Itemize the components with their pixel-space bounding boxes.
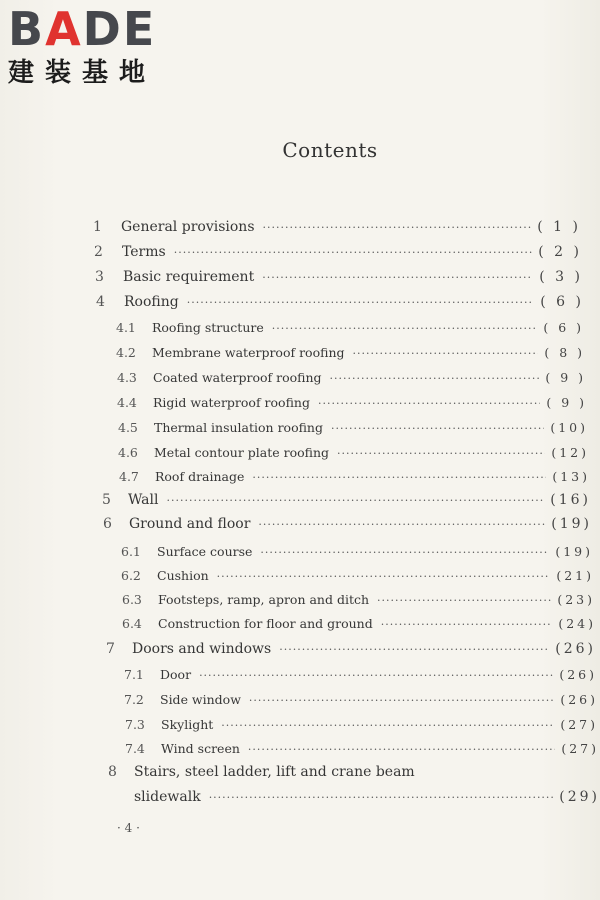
toc-entry-number: 4.1: [116, 320, 136, 335]
leader-dots: [260, 546, 549, 559]
contents-title: Contents: [282, 138, 378, 162]
toc-entry[interactable]: [106, 641, 596, 657]
toc-entry[interactable]: [95, 269, 583, 285]
toc-entry-page: ( 6 ): [543, 320, 584, 335]
toc-entry-page: ( 9 ): [546, 395, 587, 410]
toc-entry-page: (29): [559, 789, 600, 805]
toc-entry-label: Terms: [122, 244, 166, 260]
toc-entry-label: Basic requirement: [123, 269, 255, 285]
toc-entry-label: Roofing: [124, 294, 179, 310]
toc-entry-number: 6.1: [121, 544, 141, 559]
toc-entry-page: (26): [559, 667, 597, 682]
toc-entry-label: Coated waterproof roofing: [153, 370, 322, 385]
toc-entry-label: Roof drainage: [155, 469, 245, 484]
toc-entry-label: Skylight: [161, 717, 214, 732]
toc-entry-label: Thermal insulation roofing: [154, 420, 323, 435]
leader-dots: [249, 694, 554, 707]
toc-entry-label: Footsteps, ramp, apron and ditch: [158, 592, 370, 607]
toc-entry-page: (10): [550, 420, 588, 435]
toc-entry-number: 6.3: [122, 592, 142, 607]
toc-entry-label: Ground and floor: [129, 516, 251, 532]
toc-entry-number: 1: [93, 219, 102, 235]
toc-entry-number: 4.4: [117, 395, 137, 410]
toc-entry-label: Construction for floor and ground: [158, 616, 373, 631]
toc-entry-label: Stairs, steel ladder, lift and crane beam: [134, 764, 415, 780]
toc-entry-label: General provisions: [121, 219, 255, 235]
toc-entry-number: 4.7: [119, 469, 139, 484]
toc-entry-page: ( 1 ): [537, 219, 581, 235]
toc-entry-number: 7.3: [125, 717, 145, 732]
toc-entry-number: 2: [94, 244, 103, 260]
toc-entry-page: (21): [556, 568, 594, 583]
toc-entry-number: 8: [108, 764, 117, 780]
leader-dots: [209, 791, 554, 804]
toc-subentry[interactable]: [116, 320, 584, 335]
toc-entry[interactable]: [94, 244, 582, 260]
toc-subentry[interactable]: [122, 616, 596, 631]
toc-subentry[interactable]: [118, 420, 588, 435]
leader-dots: [337, 447, 545, 460]
leader-dots: [166, 494, 544, 507]
leader-dots: [377, 594, 551, 607]
toc-entry-page: ( 6 ): [540, 294, 584, 310]
leader-dots: [330, 372, 540, 385]
toc-entry-page: (26): [560, 692, 598, 707]
toc-entry-number: 6: [103, 516, 112, 532]
toc-subentry[interactable]: [117, 370, 586, 385]
leader-dots: [248, 743, 555, 756]
logo-wordmark: BADE: [8, 2, 157, 56]
toc-entry-number: 7.1: [124, 667, 144, 682]
toc-subentry[interactable]: [124, 692, 598, 707]
toc-subentry[interactable]: [125, 741, 599, 756]
leader-dots: [272, 322, 538, 335]
toc-entry-page: (23): [557, 592, 595, 607]
leader-dots: [262, 271, 533, 284]
toc-entry-page: (12): [551, 445, 589, 460]
leader-dots: [279, 643, 549, 656]
toc-entry-page: ( 9 ): [545, 370, 586, 385]
toc-entry-number: 4.5: [118, 420, 138, 435]
logo-chinese-name: 建装基地: [8, 58, 157, 88]
toc-entry-page: (16): [550, 492, 591, 508]
toc-entry-number: 7.4: [125, 741, 145, 756]
toc-entry-page: ( 8 ): [544, 345, 585, 360]
toc-entry[interactable]: [102, 492, 591, 508]
leader-dots: [217, 570, 551, 583]
toc-entry-number: 6.4: [122, 616, 142, 631]
toc-entry-label: Side window: [160, 692, 241, 707]
toc-entry-number: 5: [102, 492, 111, 508]
toc-entry-number: 4.6: [118, 445, 138, 460]
leader-dots: [199, 669, 553, 682]
toc-entry-page: (27): [560, 717, 598, 732]
toc-entry[interactable]: [96, 294, 584, 310]
toc-entry-label: Roofing structure: [152, 320, 264, 335]
leader-dots: [381, 618, 553, 631]
toc-entry-label: Metal contour plate roofing: [154, 445, 330, 460]
toc-subentry[interactable]: [121, 544, 593, 559]
toc-entry-page: (13): [552, 469, 590, 484]
toc-subentry[interactable]: [122, 592, 595, 607]
toc-entry-page: (27): [561, 741, 599, 756]
leader-dots: [263, 221, 532, 234]
toc-entry-page: ( 2 ): [538, 244, 582, 260]
leader-dots: [318, 397, 540, 410]
toc-entry-label: Rigid waterproof roofing: [153, 395, 310, 410]
toc-entry-label: slidewalk: [134, 789, 201, 805]
toc-subentry[interactable]: [121, 568, 594, 583]
toc-entry-label: Doors and windows: [132, 641, 272, 657]
leader-dots: [258, 518, 545, 531]
toc-entry-number: 6.2: [121, 568, 141, 583]
toc-entry-label: Membrane waterproof roofing: [152, 345, 345, 360]
toc-subentry[interactable]: [118, 445, 589, 460]
toc-entry[interactable]: [108, 764, 508, 780]
toc-entry-continuation[interactable]: [134, 789, 600, 805]
toc-entry-page: (19): [555, 544, 593, 559]
leader-dots: [353, 347, 539, 360]
leader-dots: [221, 719, 554, 732]
leader-dots: [174, 246, 533, 259]
toc-entry-label: Wall: [128, 492, 159, 508]
toc-subentry[interactable]: [125, 717, 598, 732]
toc-entry-number: 4.2: [116, 345, 136, 360]
page-number: · 4 ·: [117, 821, 140, 835]
toc-entry-page: (24): [558, 616, 596, 631]
toc-entry-number: 7.2: [124, 692, 144, 707]
toc-entry-number: 7: [106, 641, 115, 657]
toc-subentry[interactable]: [116, 345, 585, 360]
toc-entry-label: Wind screen: [161, 741, 240, 756]
toc-entry-number: 4: [96, 294, 105, 310]
toc-subentry[interactable]: [117, 395, 587, 410]
toc-subentry[interactable]: [119, 469, 590, 484]
toc-entry[interactable]: [103, 516, 592, 532]
leader-dots: [331, 422, 544, 435]
toc-entry[interactable]: [93, 219, 581, 235]
toc-entry-page: ( 3 ): [539, 269, 583, 285]
toc-entry-page: (26): [555, 641, 596, 657]
leader-dots: [252, 471, 546, 484]
toc-entry-label: Cushion: [157, 568, 209, 583]
toc-entry-number: 3: [95, 269, 104, 285]
toc-entry-label: Surface course: [157, 544, 253, 559]
leader-dots: [187, 296, 535, 309]
toc-subentry[interactable]: [124, 667, 597, 682]
toc-entry-label: Door: [160, 667, 192, 682]
toc-entry-number: 4.3: [117, 370, 137, 385]
toc-entry-page: (19): [551, 516, 592, 532]
